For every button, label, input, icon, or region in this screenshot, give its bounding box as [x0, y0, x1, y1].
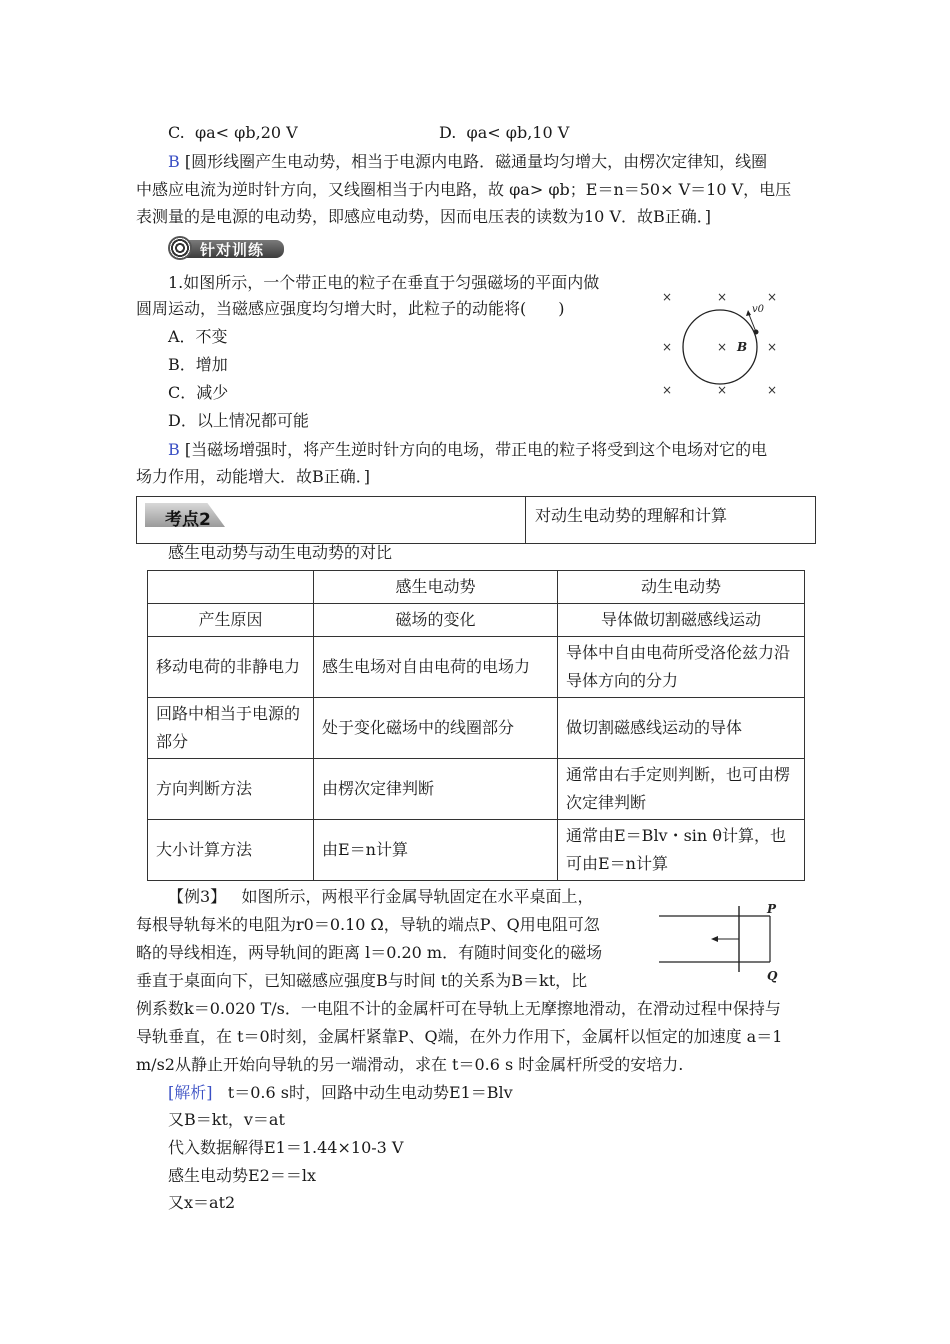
table-header-row — [148, 571, 805, 604]
example-3-line4: 垂直于桌面向下，已知磁感应强度B与时间 t的关系为B＝kt，比 — [136, 971, 588, 990]
header-cell: 动生电动势 — [558, 571, 805, 604]
q-label: Q — [767, 969, 778, 983]
question-1-line1: 1.如图所示，一个带正电的粒子在垂直于匀强磁场的平面内做 — [168, 273, 600, 292]
explanation-2-line2: 场力作用，动能增大．故B正确．] — [136, 467, 371, 486]
row-label: 产生原因 — [148, 604, 314, 637]
field-label: B — [737, 340, 748, 354]
example-3-line3: 略的导线相连，两导轨间的距离 l＝0.20 m．有随时间变化的磁场 — [136, 943, 603, 962]
option-b: B．增加 — [168, 355, 228, 374]
table-row — [148, 759, 805, 820]
table-cell: 导体做切割磁感线运动 — [558, 604, 805, 637]
solution-text: t＝0.6 s时，回路中动生电动势E1＝Blv — [227, 1083, 513, 1102]
rail-figure — [655, 896, 795, 986]
field-cross: × — [767, 383, 778, 397]
field-cross: × — [717, 290, 728, 304]
field-cross: × — [717, 340, 728, 354]
table-cell: 通常由右手定则判断，也可由楞次定律判断 — [558, 759, 805, 820]
field-cross: × — [767, 290, 778, 304]
solution-line2: 又B＝kt，v＝at — [168, 1110, 285, 1129]
option-d-text: φa< φb,10 V — [466, 123, 570, 142]
answer-badge: B — [168, 152, 180, 171]
row-label: 方向判断方法 — [148, 759, 314, 820]
example-3-line2: 每根导轨每米的电阻为r0＝0.10 Ω，导轨的端点P、Q用电阻可忽 — [136, 915, 600, 934]
target-icon — [168, 236, 192, 260]
explanation-2-line1 — [168, 439, 767, 461]
table-cell: 磁场的变化 — [314, 604, 558, 637]
table-cell: 感生电场对自由电荷的电场力 — [314, 637, 558, 698]
explanation-text: [圆形线圈产生电动势，相当于电源内电路．磁通量均匀增大，由楞次定律知，线圈 — [184, 152, 768, 171]
example-tag: 【例3】 — [168, 887, 227, 906]
header-cell: 感生电动势 — [314, 571, 558, 604]
field-cross: × — [662, 290, 673, 304]
table-caption: 感生电动势与动生电动势的对比 — [168, 543, 393, 562]
solution-tag: [解析] — [168, 1083, 213, 1102]
table-cell: 由E＝n计算 — [314, 820, 558, 881]
velocity-label: v0 — [752, 304, 765, 315]
topic-title: 对动生电动势的理解和计算 — [535, 506, 728, 525]
option-d-label: D. — [439, 123, 457, 142]
field-cross: × — [662, 383, 673, 397]
field-cross: × — [767, 340, 778, 354]
option-d-q1: D．以上情况都可能 — [168, 411, 309, 430]
example-3-line1 — [168, 886, 593, 908]
table-cell: 处于变化磁场中的线圈部分 — [314, 698, 558, 759]
example-text: 如图所示，两根平行金属导轨固定在水平桌面上， — [241, 887, 594, 906]
table-row — [148, 698, 805, 759]
explanation-text: [当磁场增强时，将产生逆时针方向的电场，带正电的粒子将受到这个电场对它的电 — [184, 440, 768, 459]
option-c-label: C. — [168, 123, 185, 142]
option-a: A．不变 — [168, 327, 228, 346]
topic-header-box — [136, 496, 816, 544]
option-c — [168, 122, 298, 144]
p-label: P — [767, 902, 777, 916]
table-row — [148, 604, 805, 637]
row-label: 大小计算方法 — [148, 820, 314, 881]
solution-line1 — [168, 1082, 513, 1104]
option-d — [439, 122, 569, 144]
solution-line3: 代入数据解得E1＝1.44×10-3 V — [168, 1138, 404, 1157]
comparison-table — [147, 570, 805, 881]
solution-line4: 感生电动势E2＝＝lx — [168, 1166, 317, 1185]
answer-badge: B — [168, 440, 180, 459]
table-cell: 导体中自由电荷所受洛伦兹力沿导体方向的分力 — [558, 637, 805, 698]
explanation-1-line2: 中感应电流为逆时针方向，又线圈相当于内电路，故 φa> φb；E＝n＝50× V＝10 V，电压 — [136, 180, 792, 199]
example-3-line6: 导轨垂直，在 t＝0时刻，金属杆紧靠P、Q端，在外力作用下，金属杆以恒定的加速度 a＝1 — [136, 1027, 783, 1046]
divider — [525, 497, 526, 543]
practice-banner — [168, 236, 284, 262]
row-label: 移动电荷的非静电力 — [148, 637, 314, 698]
field-cross: × — [717, 383, 728, 397]
option-c-q1: C．减少 — [168, 383, 229, 402]
explanation-1-line3: 表测量的是电源的电动势，即感应电动势，因而电压表的读数为10 V．故B正确．] — [136, 207, 712, 226]
magnetic-field-figure — [655, 284, 785, 404]
example-3-line7: m/s2从静止开始向导轨的另一端滑动，求在 t＝0.6 s 时金属杆所受的安培力. — [136, 1055, 684, 1074]
option-c-text: φa< φb,20 V — [194, 123, 298, 142]
example-3-line5: 例系数k＝0.020 T/s．一电阻不计的金属杆可在导轨上无摩擦地滑动，在滑动过程中保持与 — [136, 999, 781, 1018]
explanation-1-line1 — [168, 151, 767, 173]
topic-label: 考点2 — [165, 510, 211, 530]
solution-line5: 又x＝at2 — [168, 1193, 236, 1212]
topic-tab — [145, 503, 231, 529]
table-cell: 通常由E＝Blv・sin θ计算，也可由E＝n计算 — [558, 820, 805, 881]
header-cell — [148, 571, 314, 604]
table-row — [148, 637, 805, 698]
banner-label: 针对训练 — [200, 241, 265, 259]
field-cross: × — [662, 340, 673, 354]
table-cell: 由楞次定律判断 — [314, 759, 558, 820]
table-cell: 做切割磁感线运动的导体 — [558, 698, 805, 759]
question-1-line2: 圆周运动，当磁感应强度均匀增大时，此粒子的动能将( ) — [136, 299, 565, 318]
row-label: 回路中相当于电源的部分 — [148, 698, 314, 759]
table-row — [148, 820, 805, 881]
